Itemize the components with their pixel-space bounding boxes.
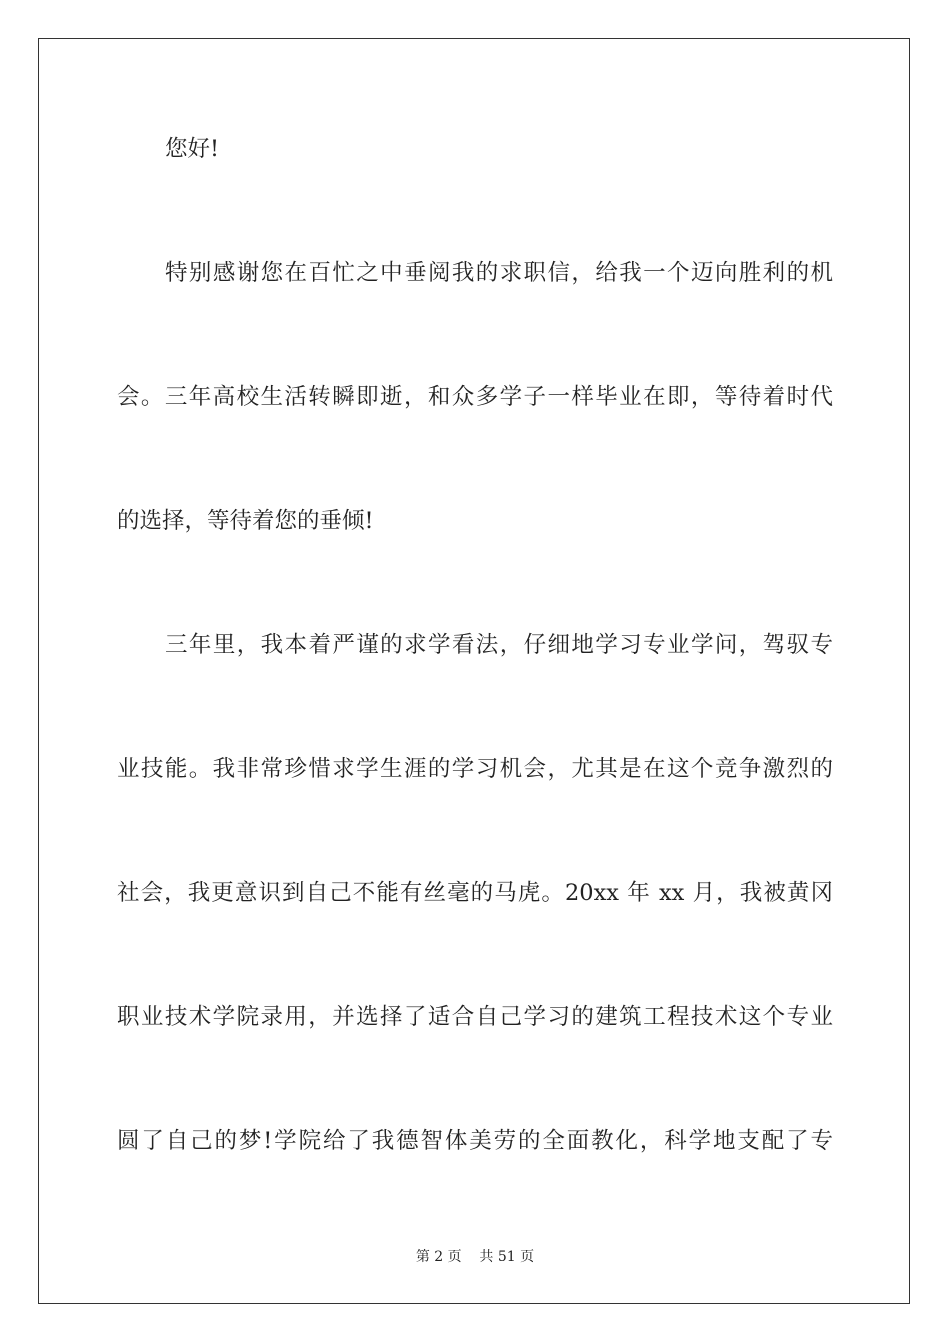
body-line-6: 社会，我更意识到自己不能有丝毫的马虎。20xx 年 xx 月，我被黄冈 xyxy=(117,880,833,906)
greeting-line: 您好! xyxy=(165,136,220,162)
body-line-5: 业技能。我非常珍惜求学生涯的学习机会，尤其是在这个竞争激烈的 xyxy=(117,756,833,782)
body-line-4: 三年里，我本着严谨的求学看法，仔细地学习专业学问，驾驭专 xyxy=(165,632,833,658)
body-line-7: 职业技术学院录用，并选择了适合自己学习的建筑工程技术这个专业 xyxy=(117,1004,833,1030)
body-line-1: 特别感谢您在百忙之中垂阅我的求职信，给我一个迈向胜利的机 xyxy=(165,260,833,286)
page-frame xyxy=(38,38,910,1304)
body-line-2: 会。三年高校生活转瞬即逝，和众多学子一样毕业在即，等待着时代 xyxy=(117,384,833,410)
page-number-footer: 第 2 页 共 51 页 xyxy=(415,1249,535,1265)
body-line-8: 圆了自己的梦!学院给了我德智体美劳的全面教化，科学地支配了专 xyxy=(117,1128,833,1154)
body-line-3: 的选择，等待着您的垂倾! xyxy=(117,508,374,534)
